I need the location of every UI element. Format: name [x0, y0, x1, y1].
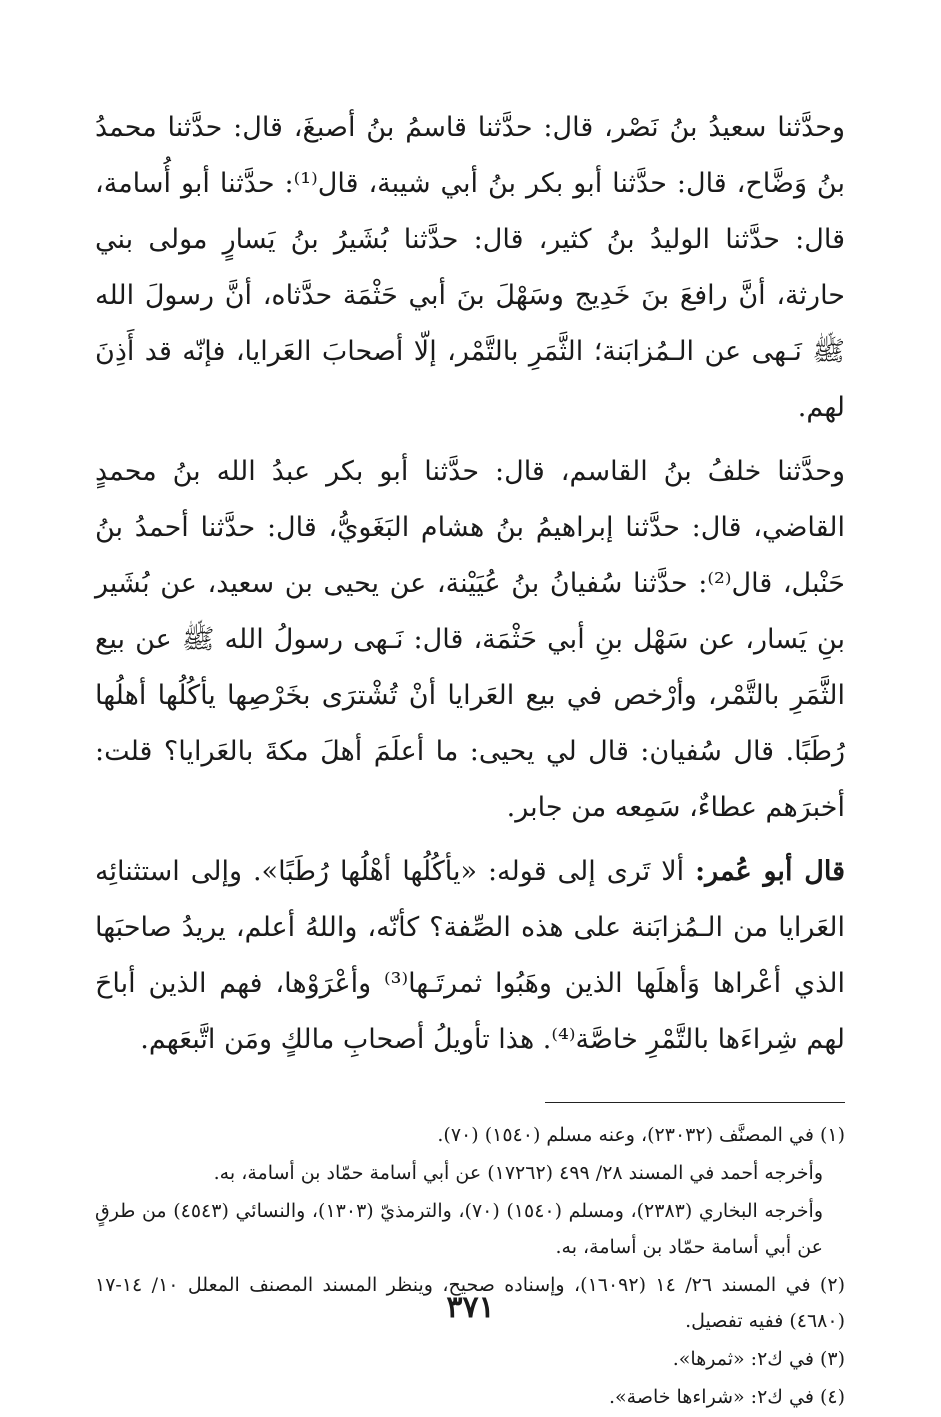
footnote-line: (٤) في ك٢: «شراءها خاصة». — [609, 1386, 845, 1408]
paragraph-3-text: ألا تَرى إلى قوله: «يأكُلُها أهْلُها رُطَبًا». وإلى استثنائِه العَرايا من الـمُزابَنة على هذه الصِّفة؟ كأنّه، واللهُ أعلم، يريدُ صاحبَها الذي أعْراها وَأهلَها الذين وهَبُوا ثمرتَـها⁽³⁾ وأعْرَوْها، فهم الذين أباحَ لهم شِراءَها بالتَّمْرِ خاصَّة⁽⁴⁾. هذا تأويلُ أصحابِ مالكٍ ومَن اتَّبعَهم. — [95, 856, 845, 1055]
paragraph-2 — [95, 444, 845, 836]
paragraph-1 — [95, 100, 845, 436]
footnote-line: (١) في المصنَّف (٢٣٠٣٢)، وعنه مسلم (١٥٤٠) (٧٠). — [437, 1124, 845, 1146]
paragraph-2-text: وحدَّثنا خلفُ بنُ القاسم، قال: حدَّثنا أبو بكر عبدُ الله بنُ محمدٍ القاضي، قال: حدَّثنا إبراهيمُ بنُ هشام البَغَويُّ، قال: حدَّثنا أحمدُ بنُ حَنْبل، قال⁽²⁾: حدَّثنا سُفيانُ بنُ عُيَيْنة، عن يحيى بن سعيد، عن بُشَير بنِ يَسار، عن سَهْل بنِ أبي حَثْمَة، قال: نَـهى رسولُ الله ﷺ عن بيع الثَّمَرِ بالتَّمْر، وأرْخص في بيع العَرايا أنْ تُشْترَى بخَرْصِها يأكُلُها أهلُها رُطَبًا. قال سُفيان: قال لي يحيى: ما أعلَمَ أهلَ مكةَ بالعَرايا؟ قلت: أخبرَهم عطاءٌ، سَمِعه من جابر. — [95, 456, 845, 823]
page-content — [95, 100, 845, 1417]
footnotes — [95, 1117, 845, 1415]
footnote-line: (٣) في ك٢: «ثمرها». — [672, 1348, 845, 1370]
footnote-line: وأخرجه البخاري (٢٣٨٣)، ومسلم (١٥٤٠) (٧٠)، والترمذيّ (١٣٠٣)، والنسائي (٤٥٤٣) من طرقٍ عن أبي أسامة حمّاد بن أسامة، به. — [95, 1200, 823, 1258]
paragraph-3-lead: قال أبو عُمر: — [695, 856, 845, 887]
footnote-line: وأخرجه أحمد في المسند ٢٨/ ٤٩٩ (١٧٢٦٢) عن أبي أسامة حمّاد بن أسامة، به. — [213, 1162, 823, 1184]
footnote-line: (٢) في المسند ٢٦/ ١٤ (١٦٠٩٢)، وإسناده صحيح، وينظر المسند المصنف المعلل ١٠/ ١٤-١٧ (٤٦٨٠) ففيه تفصيل. — [95, 1274, 845, 1332]
paragraph-1-text: وحدَّثنا سعيدُ بنُ نَصْر، قال: حدَّثنا قاسمُ بنُ أصبغَ، قال: حدَّثنا محمدُ بنُ وَضَّاح، قال: حدَّثنا أبو بكر بنُ أبي شيبة، قال⁽¹⁾: حدَّثنا أبو أُسامة، قال: حدَّثنا الوليدُ بنُ كثير، قال: حدَّثنا بُشَيرُ بنُ يَسارٍ مولى بني حارثة، أنَّ رافعَ بنَ خَدِيج وسَهْلَ بنَ أبي حَثْمَة حدَّثاه، أنَّ رسولَ الله ﷺ نَـهى عن الـمُزابَنة؛ الثَّمَرِ بالتَّمْر، إلّا أصحابَ العَرايا، فإنّه قد أَذِنَ لهم. — [95, 112, 846, 423]
footnote-separator — [545, 1102, 845, 1103]
page-number: ٣٧١ — [446, 1290, 495, 1325]
paragraph-3 — [95, 844, 845, 1068]
